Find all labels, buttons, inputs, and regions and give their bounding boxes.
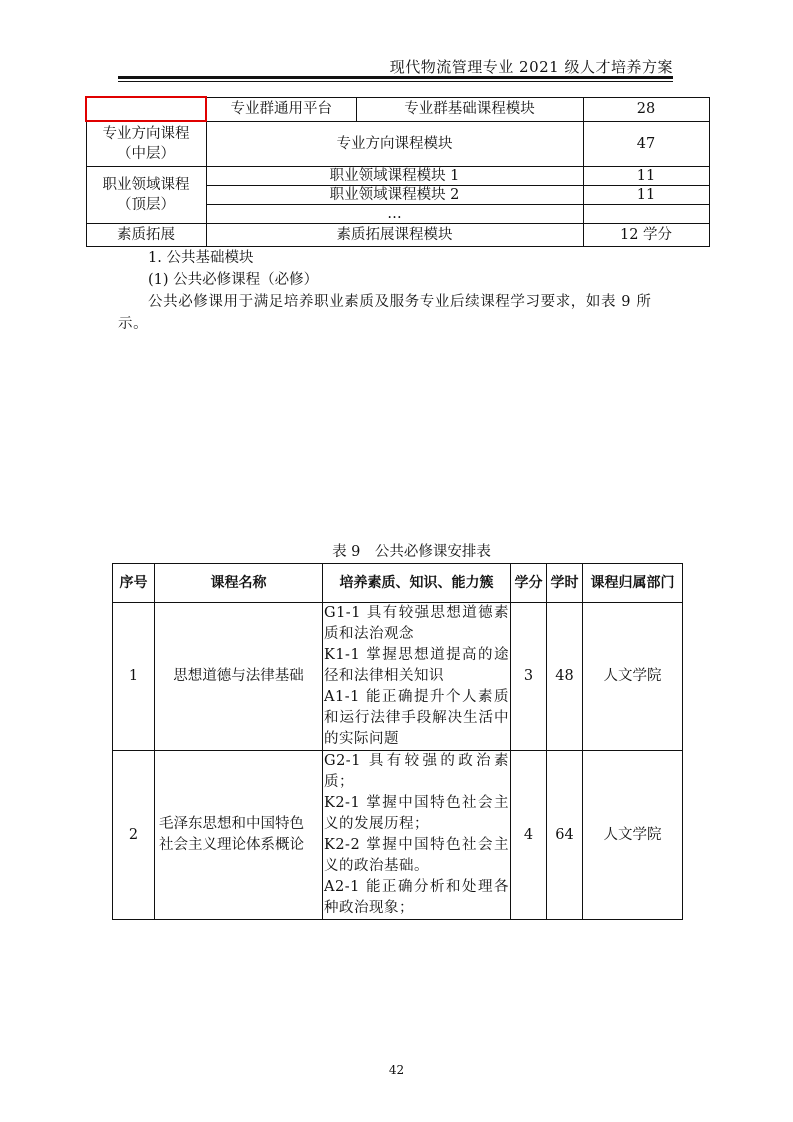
table-row xyxy=(86,224,709,247)
table-caption: 表 9 公共必修课安排表 xyxy=(332,544,491,560)
credits-cell: 47 xyxy=(583,121,709,167)
credits-cell xyxy=(583,205,709,224)
category-line: （中层） xyxy=(117,146,175,162)
ability-item: K2-2 掌握中国特色社会主义的政治基础。 xyxy=(324,837,509,874)
header-rule-thin xyxy=(118,81,673,82)
table-row xyxy=(113,751,683,920)
ability-item: G2-1 具有较强的政治素质； xyxy=(324,753,509,790)
course-name: 思想道德与法律基础 xyxy=(155,603,323,751)
credits-cell: 11 xyxy=(583,167,709,186)
category-line: 职业领域课程 xyxy=(102,177,190,193)
hours-cell: 64 xyxy=(547,751,583,920)
curriculum-structure-table xyxy=(85,96,710,247)
category-cell xyxy=(86,167,206,224)
credit-cell: 3 xyxy=(511,603,547,751)
header-credit: 学分 xyxy=(511,564,547,603)
table-header-row xyxy=(113,564,683,603)
table-row xyxy=(113,603,683,751)
table-row xyxy=(86,97,709,121)
module-cell: 专业群基础课程模块 xyxy=(356,97,583,121)
credits-cell: 28 xyxy=(583,97,709,121)
module-cell: 职业领域课程模块 2 xyxy=(206,186,583,205)
category-cell: 素质拓展 xyxy=(86,224,206,247)
header-no: 序号 xyxy=(113,564,155,603)
ability-item: K1-1 掌握思想道提高的途径和法律相关知识 xyxy=(324,647,509,684)
highlighted-empty-cell xyxy=(86,97,206,121)
dept-cell: 人文学院 xyxy=(583,603,683,751)
hours-cell: 48 xyxy=(547,603,583,751)
dept-cell: 人文学院 xyxy=(583,751,683,920)
category-line: 专业方向课程 xyxy=(102,126,190,142)
header-rule xyxy=(118,76,673,79)
row-no: 1 xyxy=(113,603,155,751)
header-hours: 学时 xyxy=(547,564,583,603)
header-name: 课程名称 xyxy=(155,564,323,603)
category-line: （顶层） xyxy=(117,197,175,213)
ability-item: A1-1 能正确提升个人素质和运行法律手段解决生活中的实际问题 xyxy=(324,689,509,747)
public-required-courses-table xyxy=(112,563,683,920)
section-heading: 1. 公共基础模块 xyxy=(148,250,254,266)
module-cell: 专业方向课程模块 xyxy=(206,121,583,167)
category-cell xyxy=(86,121,206,167)
ability-cell xyxy=(323,751,511,920)
ability-cell xyxy=(323,603,511,751)
table-row xyxy=(86,167,709,186)
page-number: 42 xyxy=(388,1063,405,1077)
ability-item: K2-1 掌握中国特色社会主义的发展历程； xyxy=(324,795,509,832)
header-dept: 课程归属部门 xyxy=(583,564,683,603)
platform-cell: 专业群通用平台 xyxy=(206,97,356,121)
module-cell: … xyxy=(206,205,583,224)
ability-item: G1-1 具有较强思想道德素质和法治观念 xyxy=(324,605,509,642)
credit-cell: 4 xyxy=(511,751,547,920)
module-cell: 职业领域课程模块 1 xyxy=(206,167,583,186)
ability-item: A2-1 能正确分析和处理各种政治现象； xyxy=(324,879,509,916)
module-cell: 素质拓展课程模块 xyxy=(206,224,583,247)
row-no: 2 xyxy=(113,751,155,920)
header-title: 现代物流管理专业 2021 级人才培养方案 xyxy=(389,58,673,76)
course-name: 毛泽东思想和中国特色社会主义理论体系概论 xyxy=(155,751,323,920)
table-row xyxy=(86,121,709,167)
section-subheading: (1) 公共必修课程（必修） xyxy=(148,272,319,288)
body-paragraph: 公共必修课用于满足培养职业素质及服务专业后续课程学习要求，如表 9 所示。 xyxy=(118,294,652,332)
header-ability: 培养素质、知识、能力簇 xyxy=(323,564,511,603)
credits-cell: 12 学分 xyxy=(583,224,709,247)
credits-cell: 11 xyxy=(583,186,709,205)
